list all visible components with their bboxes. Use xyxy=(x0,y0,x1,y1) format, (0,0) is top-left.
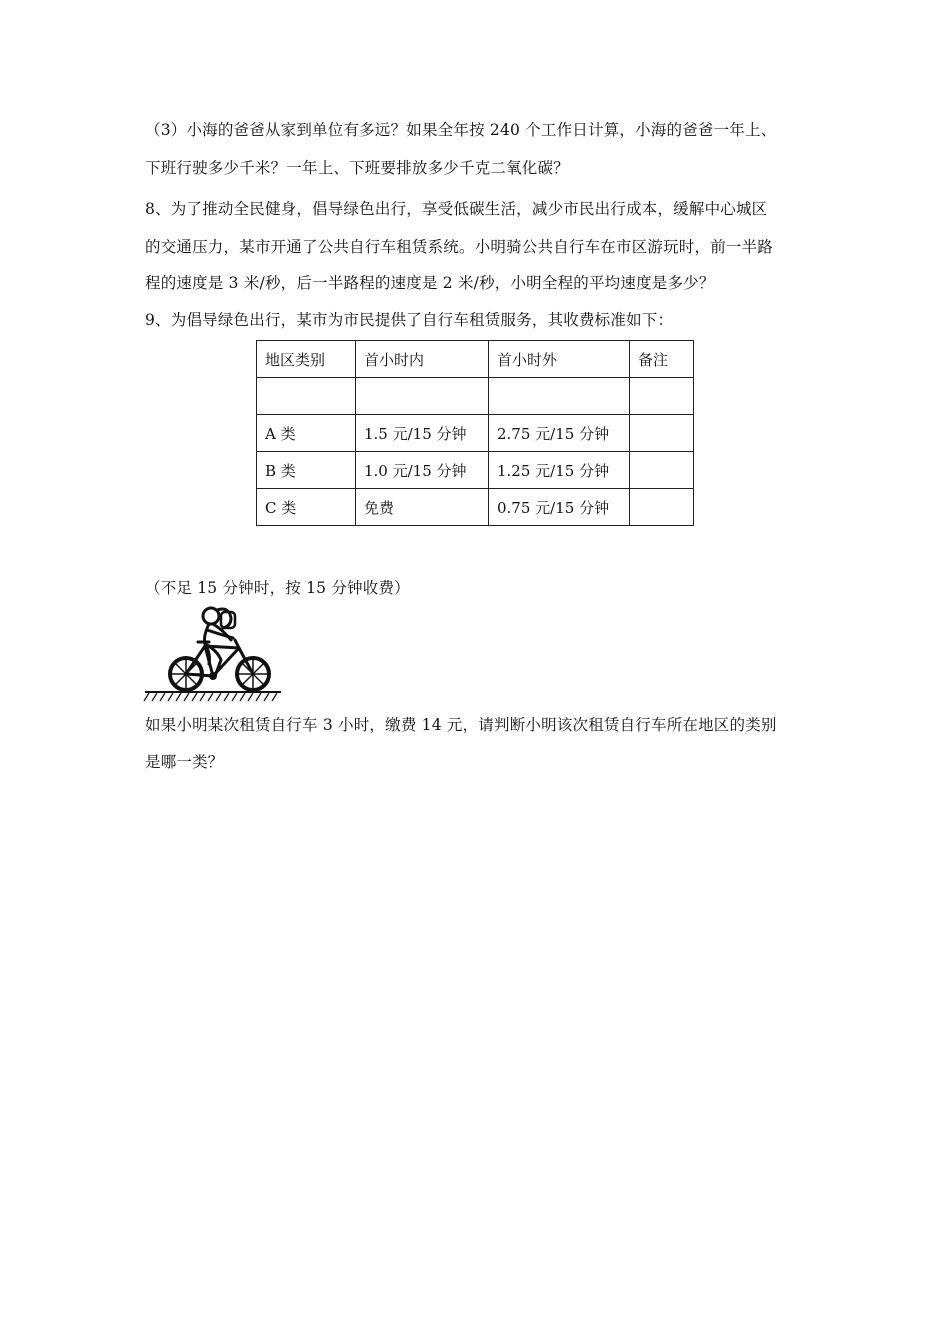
question-3-line-1: （3）小海的爸爸从家到单位有多远？如果全年按 240 个工作日计算，小海的爸爸一年上、 xyxy=(145,121,777,139)
question-8-line-2: 的交通压力，某市开通了公共自行车租赁系统。小明骑公共自行车在市区游玩时，前一半路 xyxy=(145,238,774,256)
table-row xyxy=(257,415,694,452)
table-cell xyxy=(257,378,356,415)
question-9-ask-line-1: 如果小明某次租赁自行车 3 小时，缴费 14 元，请判断小明该次租赁自行车所在地区的类别 xyxy=(145,716,777,734)
table-cell xyxy=(630,452,694,489)
table-cell: 免费 xyxy=(356,489,489,526)
table-row xyxy=(257,452,694,489)
table-header-cell: 首小时内 xyxy=(356,341,489,378)
table-cell: B 类 xyxy=(257,452,356,489)
table-header-cell: 首小时外 xyxy=(489,341,630,378)
question-8-line-1: 8、为了推动全民健身，倡导绿色出行，享受低碳生活，减少市民出行成本，缓解中心城区 xyxy=(145,200,768,218)
table-cell: 1.25 元/15 分钟 xyxy=(489,452,630,489)
table-header-cell: 备注 xyxy=(630,341,694,378)
table-cell: 2.75 元/15 分钟 xyxy=(489,415,630,452)
question-8-line-3: 程的速度是 3 米/秒，后一半路程的速度是 2 米/秒，小明全程的平均速度是多少？ xyxy=(145,274,715,292)
table-cell: 1.5 元/15 分钟 xyxy=(356,415,489,452)
table-cell xyxy=(356,378,489,415)
table-cell xyxy=(630,489,694,526)
table-header-cell: 地区类别 xyxy=(257,341,356,378)
table-cell xyxy=(489,378,630,415)
table-cell: 0.75 元/15 分钟 xyxy=(489,489,630,526)
table-header-row xyxy=(257,341,694,378)
table-row xyxy=(257,489,694,526)
question-9-line-1: 9、为倡导绿色出行，某市为市民提供了自行车租赁服务，其收费标准如下： xyxy=(145,311,674,329)
table-cell: C 类 xyxy=(257,489,356,526)
table-cell xyxy=(630,415,694,452)
fee-table xyxy=(256,340,694,526)
billing-note: （不足 15 分钟时，按 15 分钟收费） xyxy=(145,579,410,597)
table-cell xyxy=(630,378,694,415)
table-cell: 1.0 元/15 分钟 xyxy=(356,452,489,489)
table-row xyxy=(257,378,694,415)
table-cell: A 类 xyxy=(257,415,356,452)
cyclist-icon xyxy=(143,604,283,704)
question-3-line-2: 下班行驶多少千米？一年上、下班要排放多少千克二氧化碳？ xyxy=(145,159,569,177)
question-9-ask-line-2: 是哪一类？ xyxy=(145,753,224,771)
